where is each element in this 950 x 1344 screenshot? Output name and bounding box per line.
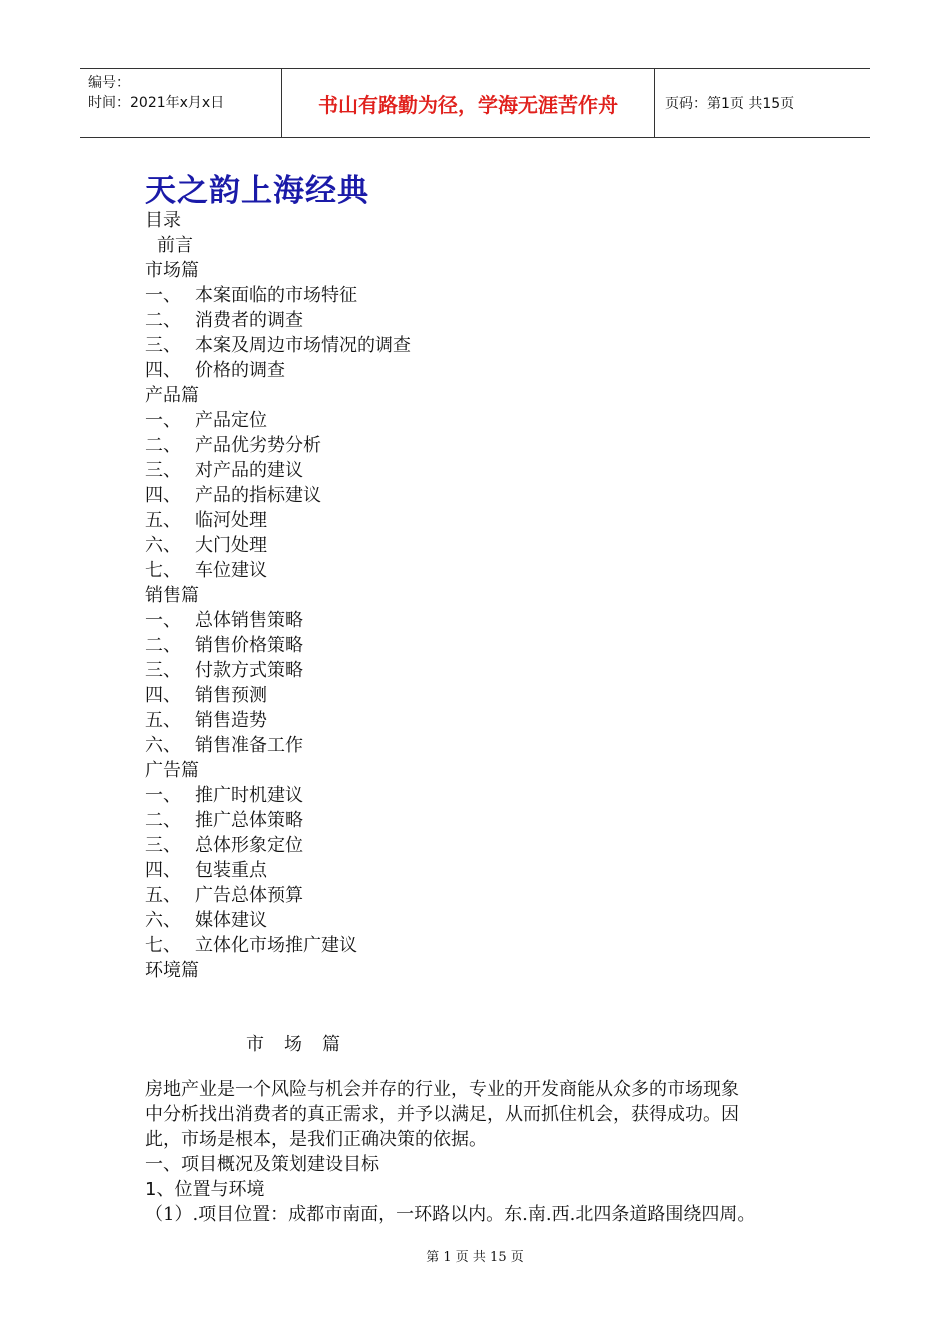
toc-item-number: 七、 xyxy=(145,935,181,956)
toc-item-text: 媒体建议 xyxy=(195,910,267,931)
motto-text: 书山有路勤为径，学海无涯苦作舟 xyxy=(318,92,618,117)
toc-item-text: 推广时机建议 xyxy=(195,785,303,806)
toc-item xyxy=(145,683,845,708)
toc-section-title: 环境篇 xyxy=(145,960,199,981)
toc-item-text: 包装重点 xyxy=(195,860,267,881)
page-footer: 第 1 页 共 15 页 xyxy=(426,1250,524,1265)
toc-item xyxy=(145,708,845,733)
intro-line-2: 中分析找出消费者的真正需求，并予以满足，从而抓住机会，获得成功。因 xyxy=(145,1104,739,1125)
toc-item xyxy=(145,508,845,533)
toc-item-number: 三、 xyxy=(145,335,181,356)
location-line: （1）.项目位置：成都市南面，一环路以内。东.南.西.北四条道路围绕四周。 xyxy=(145,1204,756,1225)
toc-item-number: 二、 xyxy=(145,310,181,331)
toc-item-text: 本案面临的市场特征 xyxy=(195,285,357,306)
toc-item-number: 六、 xyxy=(145,535,181,556)
intro-line-1: 房地产业是一个风险与机会并存的行业，专业的开发商能从众多的市场现象 xyxy=(145,1079,739,1100)
toc-item xyxy=(145,333,845,358)
toc-item-number: 一、 xyxy=(145,410,181,431)
toc-item-text: 销售准备工作 xyxy=(195,735,303,756)
toc-item-number: 一、 xyxy=(145,785,181,806)
toc-item xyxy=(145,883,845,908)
toc-item xyxy=(145,458,845,483)
toc-item-text: 价格的调查 xyxy=(195,360,285,381)
toc-item xyxy=(145,608,845,633)
toc-item xyxy=(145,433,845,458)
toc-item xyxy=(145,783,845,808)
toc-item-text: 对产品的建议 xyxy=(195,460,303,481)
toc-item-text: 销售预测 xyxy=(195,685,267,706)
toc-item-text: 付款方式策略 xyxy=(195,660,303,681)
toc-item-number: 五、 xyxy=(145,710,181,731)
toc-item-text: 本案及周边市场情况的调查 xyxy=(195,335,411,356)
toc-item-number: 四、 xyxy=(145,685,181,706)
toc-item-text: 立体化市场推广建议 xyxy=(195,935,357,956)
body-text xyxy=(145,1077,825,1227)
toc-item-number: 一、 xyxy=(145,610,181,631)
toc-item xyxy=(145,658,845,683)
toc-item-number: 四、 xyxy=(145,360,181,381)
toc-item-number: 二、 xyxy=(145,810,181,831)
toc-section-title: 市场篇 xyxy=(145,260,199,281)
toc-item-text: 销售价格策略 xyxy=(195,635,303,656)
header-page-cell xyxy=(655,69,870,137)
toc-item-number: 七、 xyxy=(145,560,181,581)
header-table xyxy=(80,68,870,138)
toc-section-title: 广告篇 xyxy=(145,760,199,781)
toc-item-text: 产品的指标建议 xyxy=(195,485,321,506)
toc-item-number: 三、 xyxy=(145,460,181,481)
toc-item-text: 消费者的调查 xyxy=(195,310,303,331)
table-of-contents xyxy=(145,208,845,983)
toc-item xyxy=(145,633,845,658)
toc-item-number: 五、 xyxy=(145,510,181,531)
sub-subheading: 1、位置与环境 xyxy=(145,1179,265,1200)
toc-item xyxy=(145,483,845,508)
toc-item-number: 二、 xyxy=(145,635,181,656)
toc-item-text: 推广总体策略 xyxy=(195,810,303,831)
toc-item-number: 四、 xyxy=(145,860,181,881)
section-heading: 市 场 篇 xyxy=(246,1034,341,1055)
toc-item-number: 一、 xyxy=(145,285,181,306)
toc-section-title: 销售篇 xyxy=(145,585,199,606)
toc-item-text: 总体形象定位 xyxy=(195,835,303,856)
toc-item-text: 产品定位 xyxy=(195,410,267,431)
toc-item xyxy=(145,408,845,433)
toc-item-text: 车位建议 xyxy=(195,560,267,581)
intro-line-3: 此，市场是根本，是我们正确决策的依据。 xyxy=(145,1129,487,1150)
toc-sections xyxy=(145,258,845,983)
toc-item xyxy=(145,908,845,933)
toc-item xyxy=(145,933,845,958)
toc-item-number: 二、 xyxy=(145,435,181,456)
toc-item-number: 六、 xyxy=(145,735,181,756)
toc-item-number: 四、 xyxy=(145,485,181,506)
toc-item xyxy=(145,358,845,383)
toc-item xyxy=(145,308,845,333)
page-info: 页码：第1页 共15页 xyxy=(665,96,795,112)
document-title: 天之韵上海经典 xyxy=(145,173,369,209)
toc-item xyxy=(145,858,845,883)
header-meta-cell xyxy=(80,69,282,137)
subheading: 一、项目概况及策划建设目标 xyxy=(145,1154,379,1175)
toc-item xyxy=(145,833,845,858)
toc-item-text: 大门处理 xyxy=(195,535,267,556)
toc-item xyxy=(145,733,845,758)
toc-item-text: 产品优劣势分析 xyxy=(195,435,321,456)
toc-preface: 前言 xyxy=(157,235,193,256)
toc-heading: 目录 xyxy=(145,210,181,231)
toc-item xyxy=(145,558,845,583)
toc-item xyxy=(145,533,845,558)
toc-item-text: 广告总体预算 xyxy=(195,885,303,906)
toc-item-number: 五、 xyxy=(145,885,181,906)
toc-item-number: 六、 xyxy=(145,910,181,931)
toc-item-text: 总体销售策略 xyxy=(195,610,303,631)
toc-item-number: 三、 xyxy=(145,660,181,681)
time-label: 时间：2021年x月x日 xyxy=(88,95,225,111)
header-motto-cell xyxy=(282,69,655,137)
toc-item-number: 三、 xyxy=(145,835,181,856)
toc-item xyxy=(145,808,845,833)
toc-item xyxy=(145,283,845,308)
toc-item-text: 临河处理 xyxy=(195,510,267,531)
toc-section-title: 产品篇 xyxy=(145,385,199,406)
number-label: 编号： xyxy=(88,75,130,91)
toc-item-text: 销售造势 xyxy=(195,710,267,731)
